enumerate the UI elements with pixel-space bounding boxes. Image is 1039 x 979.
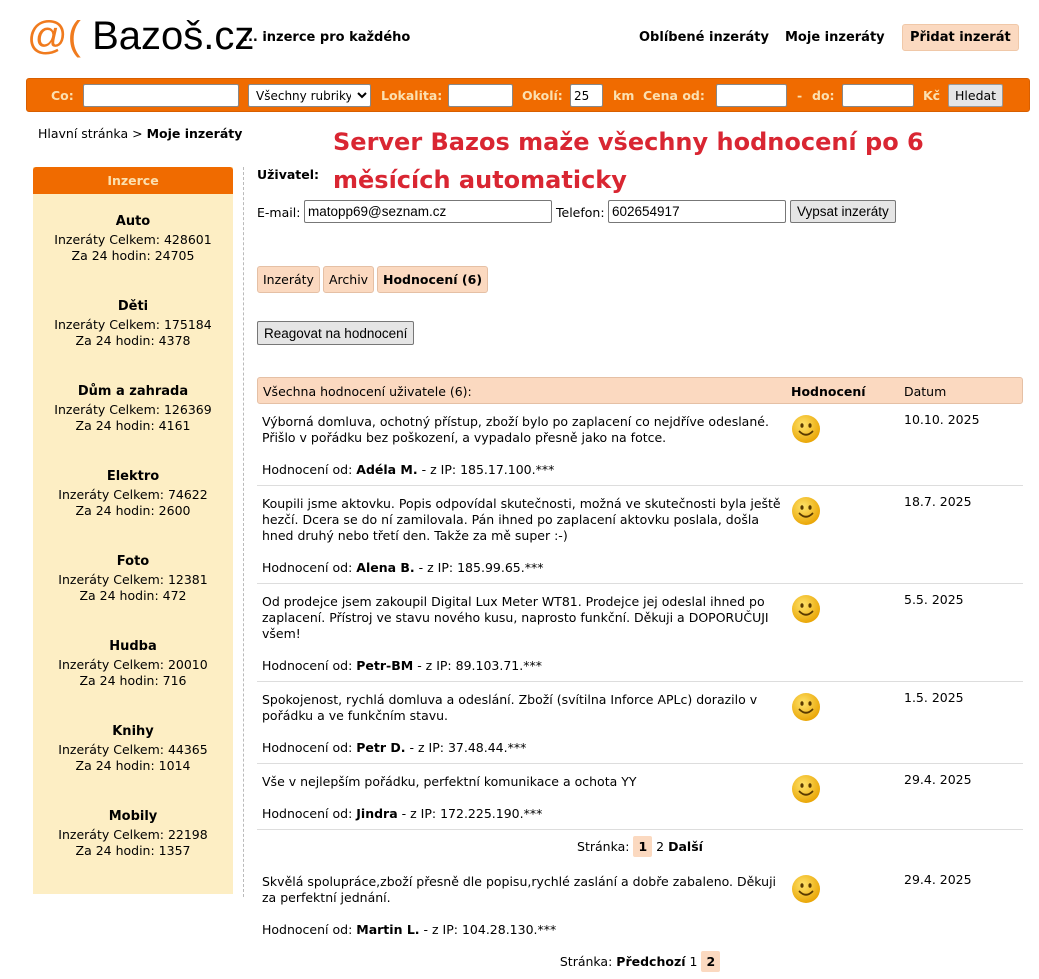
rating-row xyxy=(257,682,1023,764)
rating-author-line xyxy=(262,806,1023,821)
header-date: Datum xyxy=(904,384,947,399)
smiley-icon xyxy=(791,496,821,526)
user-label: Uživatel: xyxy=(257,167,320,182)
search-button[interactable]: Hledat xyxy=(948,84,1003,107)
category-total: Inzeráty Celkem: 12381 xyxy=(58,572,208,587)
page-1[interactable]: 1 xyxy=(689,954,698,969)
tab-ads[interactable]: Inzeráty xyxy=(257,266,320,293)
category-24h: Za 24 hodin: 4161 xyxy=(75,418,191,433)
category-total: Inzeráty Celkem: 20010 xyxy=(58,657,208,672)
sidebar-category[interactable] xyxy=(33,704,233,789)
price-to-input[interactable] xyxy=(842,84,914,107)
rating-date: 1.5. 2025 xyxy=(904,690,964,705)
category-24h: Za 24 hodin: 24705 xyxy=(71,248,195,263)
rating-text: Vše v nejlepším pořádku, perfektní komunikace a ochota YY xyxy=(262,774,637,789)
lokalita-label: Lokalita: xyxy=(381,88,443,103)
respond-to-ratings-button[interactable]: Reagovat na hodnocení xyxy=(257,321,414,345)
rating-row xyxy=(257,764,1023,830)
annotation-note: Server Bazos maže všechny hodnocení po 6 měsících automaticky xyxy=(333,128,924,194)
smiley-icon xyxy=(791,594,821,624)
category-total: Inzeráty Celkem: 22198 xyxy=(58,827,208,842)
page-2[interactable]: 2 xyxy=(656,839,665,854)
rating-row xyxy=(257,864,1023,945)
rating-author-line xyxy=(262,658,1023,673)
ip-label: - z IP: xyxy=(423,922,458,937)
rating-date: 29.4. 2025 xyxy=(904,772,972,787)
ip-label: - z IP: xyxy=(418,560,454,575)
rating-author-line xyxy=(262,922,1023,937)
price-to-label: do: xyxy=(812,88,835,103)
category-total: Inzeráty Celkem: 44365 xyxy=(58,742,208,757)
rating-ip: 89.103.71.*** xyxy=(455,658,542,673)
rating-ip: 185.99.65.*** xyxy=(457,560,544,575)
sidebar-category[interactable] xyxy=(33,194,233,279)
category-24h: Za 24 hodin: 716 xyxy=(79,673,187,688)
header-rating: Hodnocení xyxy=(791,384,866,399)
prev-page-link[interactable]: Předchozí xyxy=(616,954,686,969)
rating-author-line xyxy=(262,462,1023,477)
category-total: Inzeráty Celkem: 175184 xyxy=(54,317,212,332)
rating-author-line xyxy=(262,560,1023,575)
breadcrumb-home[interactable]: Hlavní stránka xyxy=(38,126,129,141)
sidebar-category[interactable] xyxy=(33,619,233,704)
tab-ratings[interactable]: Hodnocení (6) xyxy=(377,266,488,293)
category-24h: Za 24 hodin: 1357 xyxy=(75,843,191,858)
sidebar-category[interactable] xyxy=(33,364,233,449)
email-field[interactable] xyxy=(304,200,552,223)
rating-ip: 37.48.44.*** xyxy=(447,740,527,755)
next-page-link[interactable]: Další xyxy=(668,839,703,854)
category-total: Inzeráty Celkem: 74622 xyxy=(58,487,208,502)
rating-author: Petr D. xyxy=(356,740,406,755)
sidebar-category[interactable] xyxy=(33,789,233,874)
category-name[interactable]: Knihy xyxy=(112,724,154,739)
category-24h: Za 24 hodin: 2600 xyxy=(75,503,191,518)
category-total: Inzeráty Celkem: 126369 xyxy=(54,402,212,417)
add-ad-button[interactable]: Přidat inzerát xyxy=(902,24,1019,51)
sidebar xyxy=(33,167,233,894)
ip-label: - z IP: xyxy=(401,806,437,821)
category-name[interactable]: Auto xyxy=(115,214,151,229)
ip-label: - z IP: xyxy=(417,658,452,673)
category-select[interactable] xyxy=(248,84,371,107)
rating-author: Jindra xyxy=(356,806,398,821)
category-24h: Za 24 hodin: 1014 xyxy=(75,758,191,773)
okoli-input[interactable] xyxy=(570,84,603,107)
sidebar-category[interactable] xyxy=(33,279,233,364)
ip-label: - z IP: xyxy=(409,740,444,755)
sidebar-category[interactable] xyxy=(33,534,233,619)
rating-date: 10.10. 2025 xyxy=(904,412,980,427)
rating-ip: 185.17.100.*** xyxy=(460,462,555,477)
rating-author: Alena B. xyxy=(356,560,415,575)
smiley-icon xyxy=(791,774,821,804)
pagination xyxy=(257,945,1023,979)
ip-label: - z IP: xyxy=(421,462,457,477)
phone-field[interactable] xyxy=(608,200,786,223)
page-1: 1 xyxy=(633,836,652,857)
lokalita-input[interactable] xyxy=(448,84,513,107)
price-from-input[interactable] xyxy=(716,84,787,107)
sidebar-title: Inzerce xyxy=(33,167,233,194)
pagination xyxy=(257,830,1023,864)
phone-label: Telefon: xyxy=(556,205,605,220)
smiley-icon xyxy=(791,692,821,722)
okoli-label: Okolí: xyxy=(522,88,563,103)
rating-row xyxy=(257,584,1023,682)
rating-author: Petr-BM xyxy=(356,658,414,673)
smiley-icon xyxy=(791,414,821,444)
rating-row xyxy=(257,486,1023,584)
breadcrumb: Hlavní stránka > Moje inzeráty xyxy=(38,126,243,141)
category-name[interactable]: Mobily xyxy=(108,809,158,824)
rating-text: Výborná domluva, ochotný přístup, zboží bylo po zaplacení co nejdříve odeslané. Přišlo v pořádku bez poškození, a vypadalo přesně jako na fotce. xyxy=(262,414,769,445)
from-label: Hodnocení od: xyxy=(262,462,353,477)
rating-ip: 104.28.130.*** xyxy=(461,922,557,937)
search-input[interactable] xyxy=(83,84,239,107)
list-ads-button[interactable]: Vypsat inzeráty xyxy=(790,200,896,223)
favorites-link[interactable]: Oblíbené inzeráty xyxy=(639,30,769,45)
page-2: 2 xyxy=(701,951,720,972)
rating-author: Martin L. xyxy=(356,922,420,937)
page-label: Stránka: xyxy=(577,839,630,854)
from-label: Hodnocení od: xyxy=(262,922,353,937)
tab-archive[interactable]: Archiv xyxy=(323,266,374,293)
category-name[interactable]: Foto xyxy=(116,554,150,569)
rating-text: Spokojenost, rychlá domluva a odeslání. Zboží (svítilna Inforce APLc) dorazilo v pořádku a ve funkčním stavu. xyxy=(262,692,758,723)
category-name[interactable]: Děti xyxy=(117,299,149,314)
header-title: Všechna hodnocení uživatele (6): xyxy=(263,384,472,399)
currency-label: Kč xyxy=(923,88,941,103)
rating-row xyxy=(257,404,1023,486)
category-24h: Za 24 hodin: 472 xyxy=(79,588,187,603)
sidebar-category[interactable] xyxy=(33,449,233,534)
category-name[interactable]: Hudba xyxy=(109,639,157,654)
my-ads-link[interactable]: Moje inzeráty xyxy=(785,30,885,45)
search-bar xyxy=(26,78,1030,112)
ratings-header xyxy=(257,377,1023,404)
email-label: E-mail: xyxy=(257,205,301,220)
co-label: Co: xyxy=(51,88,74,103)
slogan: ... inzerce pro každého xyxy=(243,30,411,45)
rating-author-line xyxy=(262,740,1023,755)
dash: - xyxy=(797,88,803,103)
from-label: Hodnocení od: xyxy=(262,658,353,673)
divider xyxy=(243,167,244,897)
price-from-label: Cena od: xyxy=(643,88,705,103)
rating-date: 18.7. 2025 xyxy=(904,494,972,509)
category-name[interactable]: Elektro xyxy=(106,469,160,484)
category-24h: Za 24 hodin: 4378 xyxy=(75,333,191,348)
rating-author: Adéla M. xyxy=(356,462,418,477)
category-total: Inzeráty Celkem: 428601 xyxy=(54,232,212,247)
from-label: Hodnocení od: xyxy=(262,560,353,575)
logo[interactable]: @( Bazoš.cz xyxy=(27,14,255,58)
rating-text: Od prodejce jsem zakoupil Digital Lux Meter WT81. Prodejce jej odeslal ihned po zaplacení. Přístroj ve stavu nového kusu, naprosto funkční. Děkuji a DOPORUČUJI všem! xyxy=(262,594,769,641)
from-label: Hodnocení od: xyxy=(262,740,353,755)
category-name[interactable]: Dům a zahrada xyxy=(77,384,189,399)
from-label: Hodnocení od: xyxy=(262,806,353,821)
km-label: km xyxy=(613,88,635,103)
rating-date: 29.4. 2025 xyxy=(904,872,972,887)
rating-ip: 172.225.190.*** xyxy=(440,806,543,821)
ratings-table xyxy=(257,377,1023,979)
rating-text: Skvělá spolupráce,zboží přesně dle popisu,rychlé zaslání a dobře zabaleno. Děkuji za perfektní jednání. xyxy=(262,874,777,905)
smiley-icon xyxy=(791,874,821,904)
rating-date: 5.5. 2025 xyxy=(904,592,964,607)
page-label: Stránka: xyxy=(559,954,613,969)
rating-text: Koupili jsme aktovku. Popis odpovídal skutečnosti, možná ve skutečnosti byla ještě hezčí. Dcera se do ní zamilovala. Pán ihned po zaplacení aktovku poslala, došla hned druhý nebo třetí den. Takže za mě super :-) xyxy=(262,496,781,543)
